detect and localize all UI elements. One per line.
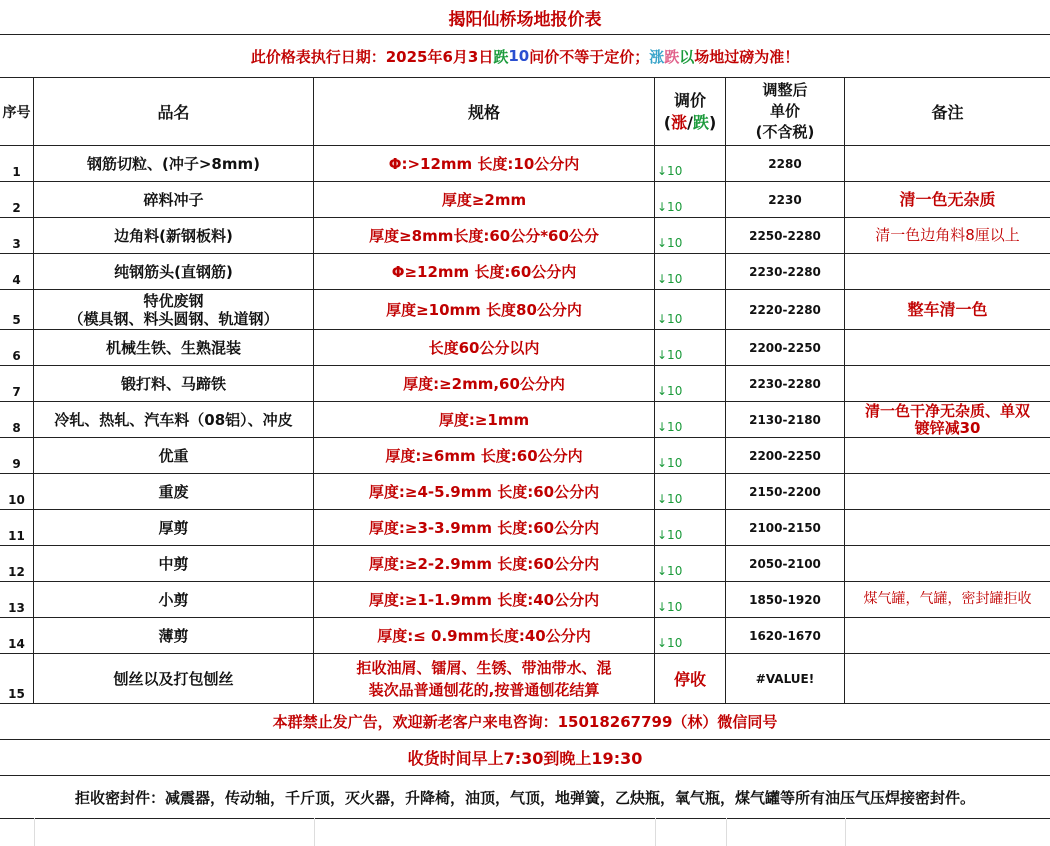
row-note xyxy=(845,546,1050,581)
row-no: 7 xyxy=(0,366,34,401)
row-spec: 长度60公分以内 xyxy=(314,330,655,365)
table-row xyxy=(0,182,1050,218)
header-price-line3: (不含税) xyxy=(755,123,815,141)
sheet-title: 揭阳仙桥场地报价表 xyxy=(448,9,602,30)
header-adjust-open: ( xyxy=(663,112,672,132)
row-no: 10 xyxy=(0,474,34,509)
header-adjust xyxy=(655,78,726,145)
row-adjust: ↓10 xyxy=(655,618,726,653)
row-spec: 厚度:≥6mm 长度:60公分内 xyxy=(314,438,655,473)
row-price: 2100-2150 xyxy=(726,510,845,545)
header-adjust-slash: / xyxy=(687,112,693,132)
row-note xyxy=(845,438,1050,473)
row-price: 2150-2200 xyxy=(726,474,845,509)
row-name: 边角料(新钢板料) xyxy=(34,218,314,253)
row-name: 钢筋切粒、(冲子>8mm) xyxy=(34,146,314,181)
notice-row xyxy=(0,704,1050,740)
row-adjust: ↓10 xyxy=(655,474,726,509)
row-price: 2230 xyxy=(726,182,845,217)
row-no: 12 xyxy=(0,546,34,581)
exec-middle: 问价不等于定价； xyxy=(529,47,650,66)
row-adjust: ↓10 xyxy=(655,146,726,181)
row-adjust: ↓10 xyxy=(655,218,726,253)
row-name: 机械生铁、生熟混装 xyxy=(34,330,314,365)
hours-row xyxy=(0,740,1050,776)
row-spec: Φ:>12mm 长度:10公分内 xyxy=(314,146,655,181)
row-name: 小剪 xyxy=(34,582,314,617)
row-no: 2 xyxy=(0,182,34,217)
row-note xyxy=(845,402,1050,437)
row-price: 2220-2280 xyxy=(726,290,845,329)
table-row xyxy=(0,290,1050,330)
row-no: 8 xyxy=(0,402,34,437)
grid-line xyxy=(314,818,315,846)
header-adjust-close: ) xyxy=(708,112,717,132)
row-name: 碎料冲子 xyxy=(34,182,314,217)
row-spec: 厚度:≥2-2.9mm 长度:60公分内 xyxy=(314,546,655,581)
row-note: 煤气罐，气罐，密封罐拒收 xyxy=(863,591,1032,607)
row-spec: 厚度:≥3-3.9mm 长度:60公分内 xyxy=(314,510,655,545)
row-name-line1: 特优废钢 xyxy=(143,291,204,310)
row-spec: 厚度:≥4-5.9mm 长度:60公分内 xyxy=(314,474,655,509)
row-name-line2: （模具钢、料头圆钢、轨道钢） xyxy=(68,309,279,328)
row-spec: 厚度:≥2mm,60公分内 xyxy=(314,366,655,401)
row-price: 2230-2280 xyxy=(726,254,845,289)
row-name xyxy=(34,290,314,329)
row-note-line2: 镀锌减30 xyxy=(914,418,981,437)
exec-drop: 跌 xyxy=(493,47,509,66)
row-spec xyxy=(314,654,655,703)
row-no: 5 xyxy=(0,290,34,329)
header-note: 备注 xyxy=(931,103,964,122)
row-name: 冷轧、热轧、汽车料（08铝）、冲皮 xyxy=(34,402,314,437)
row-adjust: ↓10 xyxy=(655,290,726,329)
row-price: 2230-2280 xyxy=(726,366,845,401)
row-no: 15 xyxy=(0,654,34,703)
header-adjust-drop: 跌 xyxy=(692,112,709,132)
row-name: 锻打料、马蹄铁 xyxy=(34,366,314,401)
no-ads-notice: 本群禁止发广告，欢迎新老客户来电咨询：15018267799（林）微信同号 xyxy=(272,713,778,731)
row-spec: 厚度≥2mm xyxy=(314,182,655,217)
row-adjust: ↓10 xyxy=(655,182,726,217)
row-spec-line2: 装次品普通刨花的,按普通刨花结算 xyxy=(368,680,600,699)
row-no: 3 xyxy=(0,218,34,253)
table-row xyxy=(0,510,1050,546)
row-spec: 厚度:≥1-1.9mm 长度:40公分内 xyxy=(314,582,655,617)
row-adjust: ↓10 xyxy=(655,438,726,473)
row-adjust: ↓10 xyxy=(655,546,726,581)
header-name: 品名 xyxy=(34,78,314,145)
table-row xyxy=(0,438,1050,474)
row-note xyxy=(845,474,1050,509)
row-price: 2200-2250 xyxy=(726,330,845,365)
exec-prefix: 此价格表执行日期：2025年6月3日 xyxy=(250,47,494,66)
table-row xyxy=(0,366,1050,402)
row-spec: 厚度≥8mm长度:60公分*60公分 xyxy=(314,218,655,253)
grid-line xyxy=(34,818,35,846)
exec-suffix: 场地过磅为准！ xyxy=(694,47,800,66)
header-adjust-rise: 涨 xyxy=(671,112,688,132)
header-adjust-title: 调价 xyxy=(673,90,706,110)
exec-yi: 以 xyxy=(679,47,695,66)
row-name: 刨丝以及打包刨丝 xyxy=(34,654,314,703)
row-price: 1850-1920 xyxy=(726,582,845,617)
row-name: 优重 xyxy=(34,438,314,473)
row-no: 13 xyxy=(0,582,34,617)
row-price: 2280 xyxy=(726,146,845,181)
row-name: 重废 xyxy=(34,474,314,509)
empty-grid-area xyxy=(0,818,1050,846)
row-note xyxy=(845,654,1050,703)
header-price-line2: 单价 xyxy=(769,102,800,120)
row-no: 1 xyxy=(0,146,34,181)
row-spec: 厚度:≤ 0.9mm长度:40公分内 xyxy=(314,618,655,653)
row-note: 清一色无杂质 xyxy=(899,190,996,209)
row-note xyxy=(845,330,1050,365)
table-row xyxy=(0,254,1050,290)
rejects-row xyxy=(0,776,1050,819)
row-no: 11 xyxy=(0,510,34,545)
table-row xyxy=(0,146,1050,182)
table-row xyxy=(0,582,1050,618)
row-adjust: ↓10 xyxy=(655,330,726,365)
row-adjust: ↓10 xyxy=(655,254,726,289)
row-adjust: ↓10 xyxy=(655,582,726,617)
row-note: 清一色边角料8厘以上 xyxy=(875,226,1020,244)
row-price: 1620-1670 xyxy=(726,618,845,653)
table-row xyxy=(0,474,1050,510)
exec-amount: 10 xyxy=(508,47,530,65)
row-spec: 厚度:≥1mm xyxy=(314,402,655,437)
table-row xyxy=(0,546,1050,582)
table-row xyxy=(0,618,1050,654)
row-note xyxy=(845,618,1050,653)
row-adjust: ↓10 xyxy=(655,402,726,437)
header-spec: 规格 xyxy=(314,78,655,145)
row-spec: 厚度≥10mm 长度80公分内 xyxy=(314,290,655,329)
row-spec-line1: 拒收油屑、镭屑、生锈、带油带水、混 xyxy=(356,658,612,677)
row-name: 薄剪 xyxy=(34,618,314,653)
row-note-line1: 清一色干净无杂质、单双 xyxy=(864,402,1030,420)
header-no: 序号 xyxy=(0,78,34,145)
row-note xyxy=(845,366,1050,401)
table-row xyxy=(0,330,1050,366)
header-price xyxy=(726,78,845,145)
grid-line xyxy=(845,818,846,846)
row-price: 2050-2100 xyxy=(726,546,845,581)
row-note: 整车清一色 xyxy=(907,300,988,319)
row-price: 2130-2180 xyxy=(726,402,845,437)
receiving-hours: 收货时间早上7:30到晚上19:30 xyxy=(407,749,643,768)
row-no: 6 xyxy=(0,330,34,365)
grid-line xyxy=(726,818,727,846)
exec-date-line xyxy=(0,35,1050,77)
row-name: 纯钢筋头(直钢筋) xyxy=(34,254,314,289)
row-note xyxy=(845,510,1050,545)
row-price: #VALUE! xyxy=(726,654,845,703)
rejected-items-note: 拒收密封件：减震器，传动轴，千斤顶，灭火器，升降椅，油顶，气顶，地弹簧，乙炔瓶，氧气瓶，煤气罐等所有油压气压焊接密封件。 xyxy=(74,788,975,807)
title-row xyxy=(0,0,1050,35)
table-row xyxy=(0,218,1050,254)
row-adjust: ↓10 xyxy=(655,510,726,545)
exec-drop2: 跌 xyxy=(664,47,680,66)
row-no: 4 xyxy=(0,254,34,289)
row-price: 2200-2250 xyxy=(726,438,845,473)
header-adjust-sub xyxy=(664,112,717,134)
row-name: 厚剪 xyxy=(34,510,314,545)
row-note xyxy=(845,146,1050,181)
header-price-line1: 调整后 xyxy=(762,81,808,99)
row-no: 9 xyxy=(0,438,34,473)
header-row xyxy=(0,78,1050,146)
row-note xyxy=(845,254,1050,289)
table-row xyxy=(0,654,1050,704)
row-adjust: ↓10 xyxy=(655,366,726,401)
exec-date-row xyxy=(0,35,1050,78)
row-price: 2250-2280 xyxy=(726,218,845,253)
row-no: 14 xyxy=(0,618,34,653)
row-name: 中剪 xyxy=(34,546,314,581)
grid-line xyxy=(655,818,656,846)
row-spec: Φ≥12mm 长度:60公分内 xyxy=(314,254,655,289)
table-row xyxy=(0,402,1050,438)
row-adjust: 停收 xyxy=(655,654,726,703)
exec-rise: 涨 xyxy=(649,47,665,66)
